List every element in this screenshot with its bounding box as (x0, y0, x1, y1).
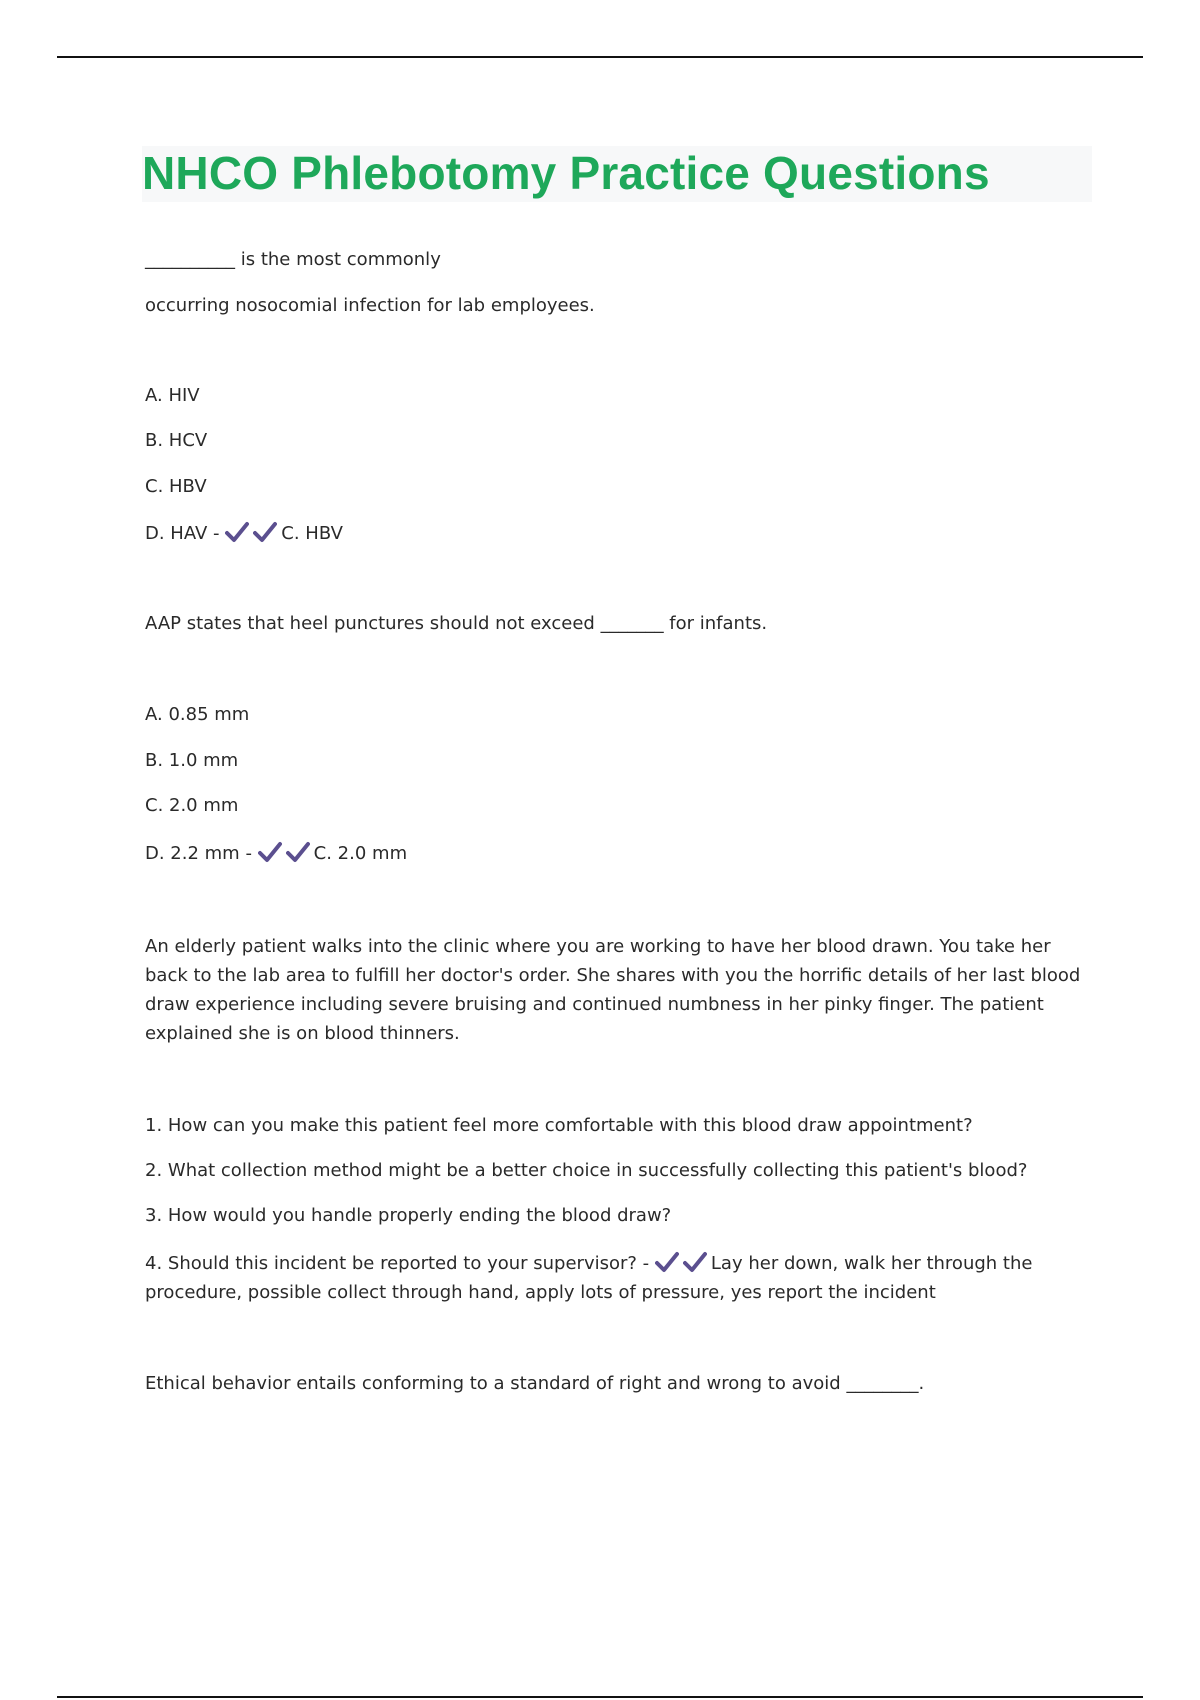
check-icon (225, 521, 249, 543)
check-icon (683, 1251, 707, 1273)
q3-sub-question-1: 1. How can you make this patient feel more comfortable with this blood draw appointment? (145, 1115, 973, 1136)
q3-sub-question-4-label: 4. Should this incident be reported to your supervisor? - (145, 1253, 650, 1274)
q2-option-d (145, 841, 407, 866)
check-icon (655, 1251, 679, 1273)
q3-sub-question-3: 3. How would you handle properly ending the blood draw? (145, 1205, 672, 1226)
q1-option-b: B. HCV (145, 430, 208, 451)
q3-scenario: An elderly patient walks into the clinic where you are working to have her blood drawn. You take her back to the lab area to fulfill her doctor's order. She shares with you the horrific details of her last blood draw experience including severe bruising and continued numbness in her pinky finger. The patient explained she is on blood thinners. (145, 936, 1081, 1044)
check-icon (253, 521, 277, 543)
q1-option-c: C. HBV (145, 476, 207, 497)
q2-option-a: A. 0.85 mm (145, 704, 250, 725)
q2-option-c: C. 2.0 mm (145, 795, 239, 816)
check-icon (258, 841, 282, 863)
q3-answer: Lay her down, walk her through the procedure, possible collect through hand, apply lots of pressure, yes report the incident (145, 1253, 1033, 1303)
q1-option-d (145, 521, 343, 546)
q1-option-d-label: D. HAV - (145, 523, 220, 544)
q1-option-a: A. HIV (145, 385, 200, 406)
top-rule (57, 56, 1143, 58)
title-banner (142, 146, 1092, 202)
q1-stem-line2: occurring nosocomial infection for lab employees. (145, 295, 595, 316)
bottom-rule (57, 1696, 1143, 1698)
q2-stem: AAP states that heel punctures should not exceed _______ for infants. (145, 613, 768, 634)
page-title: NHCO Phlebotomy Practice Questions (142, 147, 990, 199)
q1-stem-line1: __________ is the most commonly (145, 249, 441, 270)
q2-option-d-label: D. 2.2 mm - (145, 843, 252, 864)
q2-option-b: B. 1.0 mm (145, 750, 239, 771)
check-icon (286, 841, 310, 863)
q4-stem: Ethical behavior entails conforming to a standard of right and wrong to avoid ________. (145, 1373, 925, 1394)
q3-sub-question-2: 2. What collection method might be a better choice in successfully collecting this patient's blood? (145, 1160, 1028, 1181)
q3-sub-question-4 (145, 1249, 1090, 1307)
q1-answer: C. HBV (281, 523, 343, 544)
q2-answer: C. 2.0 mm (313, 843, 408, 864)
